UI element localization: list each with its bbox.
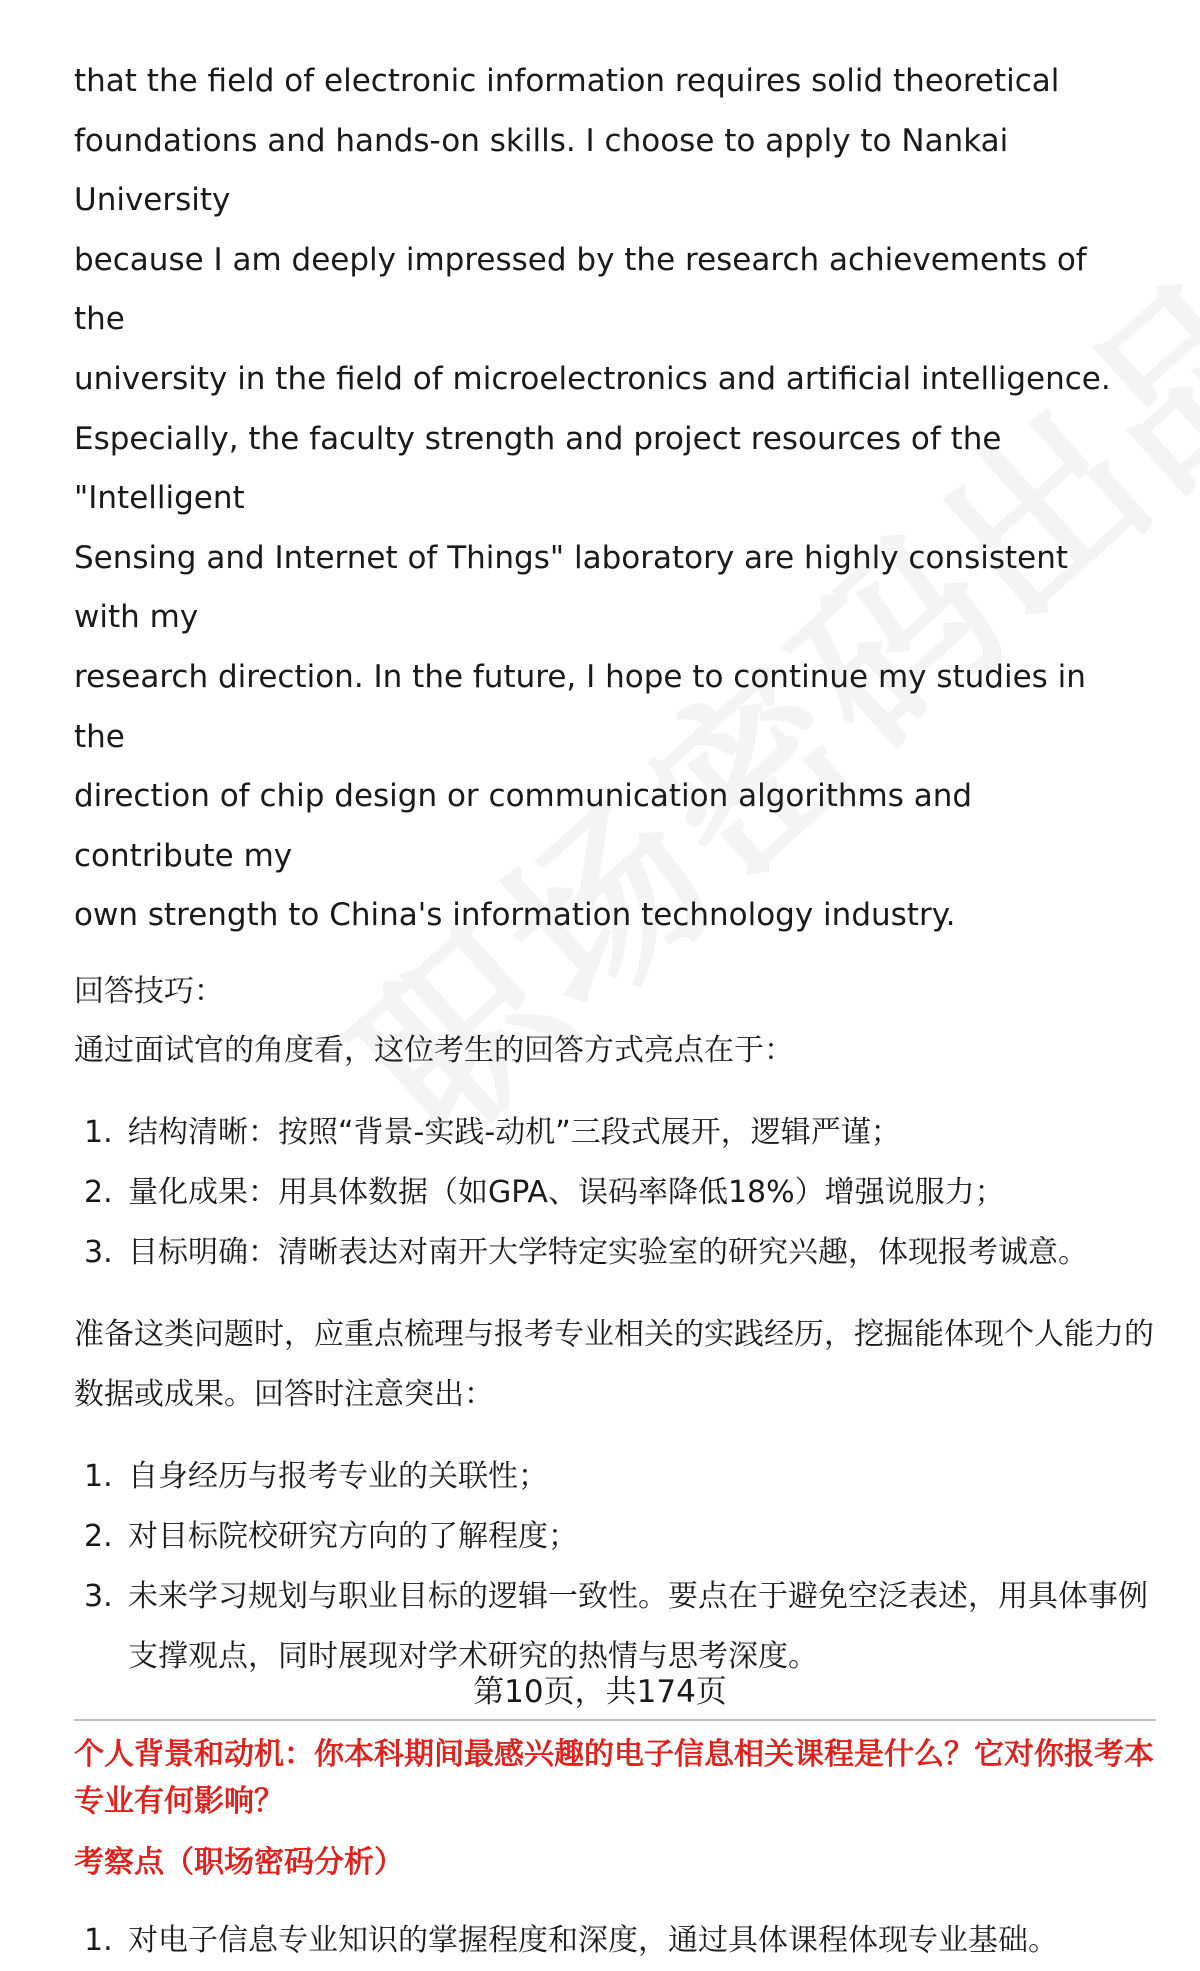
paragraph-line: Sensing and Internet of Things" laboratory are highly consistent with my xyxy=(74,539,1069,636)
paragraph-line: direction of chip design or communication algorithms and contribute my xyxy=(74,778,973,874)
prep-paragraph-line: 准备这类问题时，应重点梳理与报考专业相关的实践经历，挖掘能体现个人能力的 xyxy=(74,1316,1154,1352)
question-points-list xyxy=(74,1911,1154,1971)
list-item: 1. 自身经历与报考专业的关联性； xyxy=(84,1458,548,1494)
list-item: 3. 目标明确：清晰表达对南开大学特定实验室的研究兴趣，体现报考诚意。 xyxy=(84,1234,1088,1270)
page-number-footer: 第10页，共174页 xyxy=(473,1674,727,1710)
paragraph-line: because I am deeply impressed by the research achievements of the xyxy=(74,241,1087,338)
list-item: 2. 对目标院校研究方向的了解程度； xyxy=(84,1518,578,1554)
list-item: 2. 量化成果：用具体数据（如GPA、误码率降低18%）增强说服力； xyxy=(84,1174,1005,1210)
tips-label: 回答技巧： xyxy=(74,973,224,1009)
paragraph-line: university in the field of microelectronics and artificial intelligence. xyxy=(74,360,1111,397)
list-item: 1. 对电子信息专业知识的掌握程度和深度，通过具体课程体现专业基础。 xyxy=(84,1922,1058,1958)
list-item: 1. 结构清晰：按照“背景-实践-动机”三段式展开，逻辑严谨； xyxy=(84,1114,901,1150)
paragraph-line: Especially, the faculty strength and project resources of the "Intelligent xyxy=(74,420,1002,517)
paragraph-line: that the field of electronic information requires solid theoretical xyxy=(74,63,1060,99)
paragraph-line: own strength to China's information technology industry. xyxy=(74,897,956,934)
list-item: 3. 未来学习规划与职业目标的逻辑一致性。要点在于避免空泛表述，用具体事例 支撑观点，同时展现对学术研究的热情与思考深度。 xyxy=(84,1578,1148,1674)
question-title: 个人背景和动机：你本科期间最感兴趣的电子信息相关课程是什么？它对你报考本 专业有何影响？ xyxy=(74,1736,1154,1819)
english-answer-paragraph xyxy=(74,52,1154,946)
prep-list xyxy=(74,1447,1154,1687)
prep-paragraph-line: 数据或成果。回答时注意突出： xyxy=(74,1376,494,1412)
question-subtitle: 考察点（职场密码分析） xyxy=(74,1844,404,1880)
paragraph-line: research direction. In the future, I hope to continue my studies in the xyxy=(74,658,1086,755)
paragraph-line: foundations and hands-on skills. I choose to apply to Nankai University xyxy=(74,122,1009,219)
tips-list xyxy=(74,1103,1154,1283)
tips-lead: 通过面试官的角度看，这位考生的回答方式亮点在于： xyxy=(74,1032,794,1068)
